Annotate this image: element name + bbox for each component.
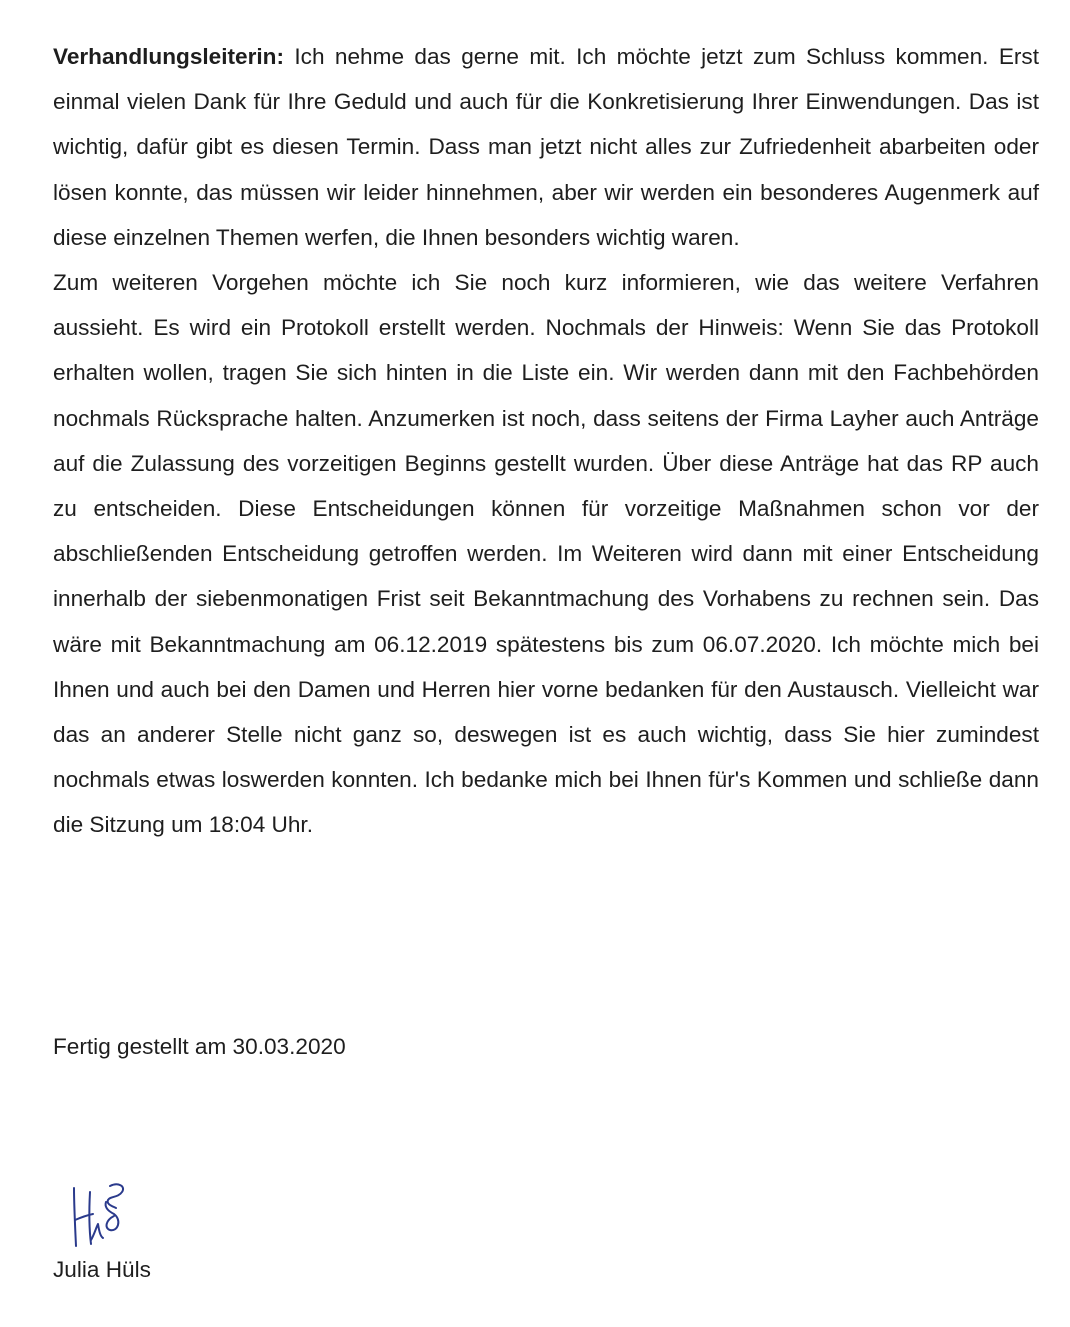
paragraph-speaker-statement [53, 34, 1039, 260]
paragraph-1-text: Ich nehme das gerne mit. Ich möchte jetzt zum Schluss kommen. Erst einmal vielen Dank für Ihre Geduld und auch für die Konkretisierung Ihrer Einwendungen. Das ist wichtig, dafür gibt es diesen Termin. Dass man jetzt nicht alles zur Zufriedenheit abarbeiten oder lösen konnte, das müssen wir leider hinnehmen, aber wir werden ein besonderes Augenmerk auf diese einzelnen Themen werfen, die Ihnen besonders wichtig waren. [53, 44, 1039, 250]
handwritten-signature [66, 1180, 136, 1250]
speaker-label: Verhandlungsleiterin: [53, 44, 285, 69]
completion-date-note: Fertig gestellt am 30.03.2020 [53, 1034, 346, 1059]
paragraph-procedure: Zum weiteren Vorgehen möchte ich Sie noch kurz informieren, wie das weitere Verfahren aussieht. Es wird ein Protokoll erstellt werden. Nochmals der Hinweis: Wenn Sie das Protokoll erhalten wollen, tragen Sie sich hinten in die Liste ein. Wir werden dann mit den Fachbehörden nochmals Rücksprache halten. Anzumerken ist noch, dass seitens der Firma Layher auch Anträge auf die Zulassung des vorzeitigen Beginns gestellt wurden. Über diese Anträge hat das RP auch zu entscheiden. Diese Entscheidungen können für vorzeitige Maßnahmen schon vor der abschließenden Entscheidung getroffen werden. Im Weiteren wird dann mit einer Entscheidung innerhalb der siebenmonatigen Frist seit Bekanntmachung des Vorhabens zu rechnen sein. Das wäre mit Bekanntmachung am 06.12.2019 spätestens bis zum 06.07.2020. Ich möchte mich bei Ihnen und auch bei den Damen und Herren hier vorne bedanken für den Austausch. Vielleicht war das an anderer Stelle nicht ganz so, deswegen ist es auch wichtig, dass Sie hier zumindest nochmals etwas loswerden konnten. Ich bedanke mich bei Ihnen für's Kommen und schließe dann die Sitzung um 18:04 Uhr. [53, 270, 1039, 838]
document-body [53, 34, 1039, 848]
signer-name: Julia Hüls [53, 1257, 151, 1282]
